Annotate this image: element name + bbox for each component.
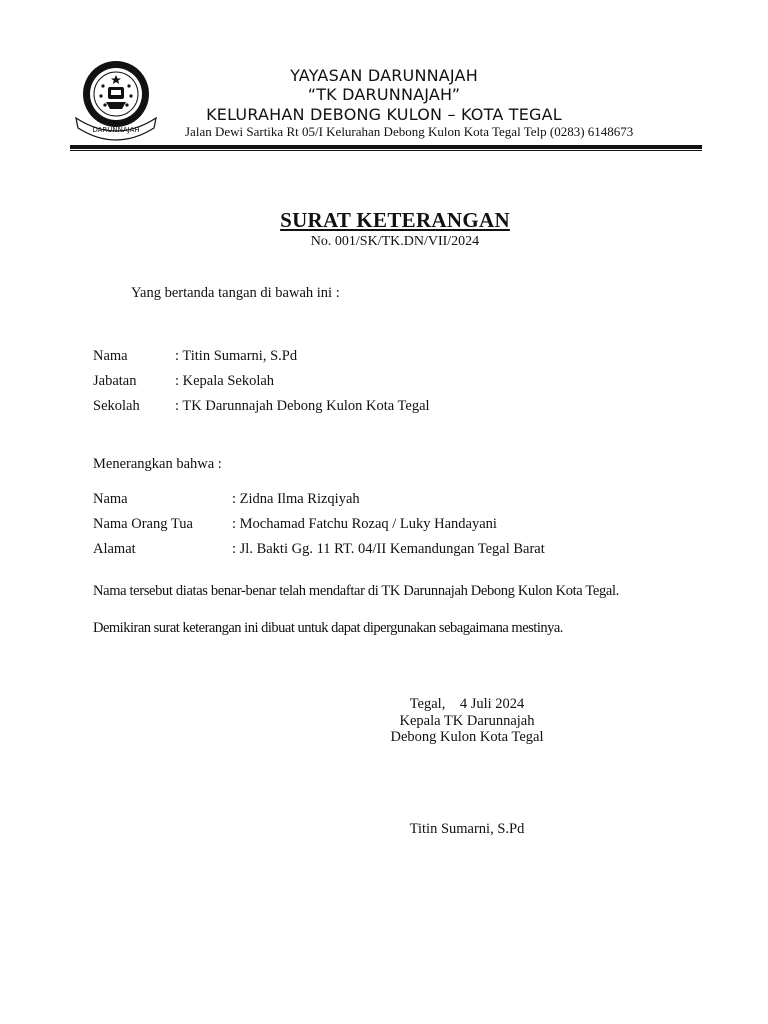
letter-title: SURAT KETERANGAN [280, 208, 510, 232]
svg-text:DARUNNAJAH: DARUNNAJAH [92, 126, 140, 134]
signature-title-line1: Kepala TK Darunnajah [399, 713, 535, 729]
signature-name: Titin Sumarni, S.Pd [409, 821, 525, 837]
statement-paragraph: Nama tersebut diatas benar-benar telah mendaftar di TK Darunnajah Debong Kulon Kota Tegal. [93, 583, 619, 599]
signer-name-label: Nama [93, 348, 128, 364]
student-name-value: : Zidna Ilma Rizqiyah [232, 491, 360, 507]
student-name-label: Nama [93, 491, 128, 507]
parent-name-label: Nama Orang Tua [93, 516, 193, 532]
student-address-label: Alamat [93, 541, 136, 557]
student-address-value: : Jl. Bakti Gg. 11 RT. 04/II Kemandungan Tegal Barat [232, 541, 545, 557]
signer-school-label: Sekolah [93, 398, 140, 414]
letter-number: No. 001/SK/TK.DN/VII/2024 [310, 234, 480, 249]
letterhead-divider [70, 145, 702, 149]
signer-name-value: : Titin Sumarni, S.Pd [175, 348, 298, 364]
closing-paragraph: Demikiran surat keterangan ini dibuat untuk dapat dipergunakan sebagaimana mestinya. [93, 620, 563, 636]
district-name: KELURAHAN DEBONG KULON – KOTA TEGAL [206, 105, 562, 124]
opening-line: Yang bertanda tangan di bawah ini : [131, 285, 340, 301]
declares-line: Menerangkan bahwa : [93, 456, 222, 472]
school-address: Jalan Dewi Sartika Rt 05/I Kelurahan Debong Kulon Kota Tegal Telp (0283) 6148673 [185, 124, 634, 139]
signer-position-label: Jabatan [93, 373, 137, 389]
school-name: “TK DARUNNAJAH” [307, 85, 461, 104]
signature-title-line2: Debong Kulon Kota Tegal [390, 729, 544, 745]
foundation-name: YAYASAN DARUNNAJAH [290, 66, 478, 85]
signer-school-value: : TK Darunnajah Debong Kulon Kota Tegal [175, 398, 430, 414]
parent-name-value: : Mochamad Fatchu Rozaq / Luky Handayani [232, 516, 497, 532]
letterhead-divider-thin [70, 150, 702, 151]
signer-position-value: : Kepala Sekolah [175, 373, 275, 389]
place-date: Tegal, 4 Juli 2024 [409, 696, 525, 712]
